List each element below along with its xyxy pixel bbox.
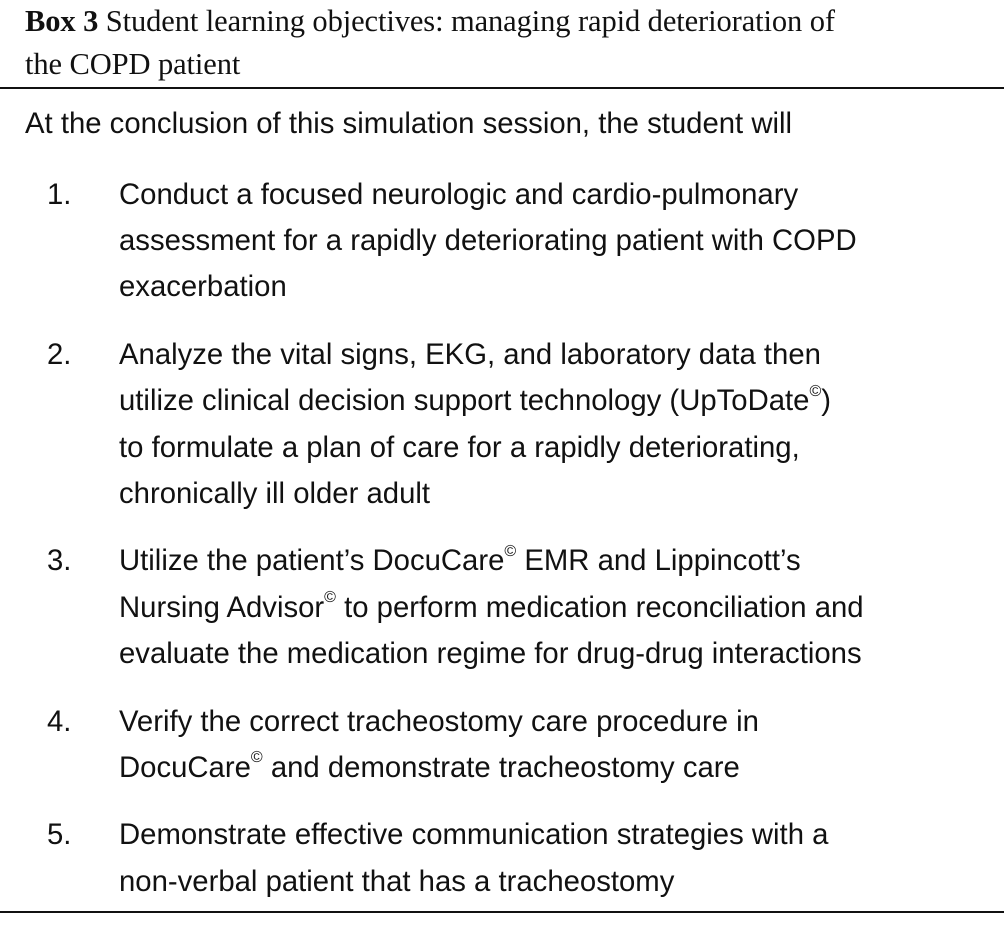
objective-line: assessment for a rapidly deteriorating patient with COPD [119,224,857,258]
objective-line: exacerbation [119,270,287,304]
objectives-list [0,172,1001,926]
objective-line: non-verbal patient that has a tracheostomy [119,864,675,898]
objective-text [119,812,1001,904]
objective-line-part: Nursing Advisor [119,590,325,624]
caption-line-1 [25,0,1000,43]
objective-item-1 [0,172,1001,311]
objective-line: Demonstrate effective communication strategies with a [119,818,829,852]
objective-item-3 [0,538,1001,677]
objective-text [119,538,1001,677]
objective-line-part: ) [821,384,832,418]
objective-line-part: and demonstrate tracheostomy care [262,750,740,784]
objective-line: Verify the correct tracheostomy care procedure in [119,704,759,738]
objective-number: 4. [47,704,72,738]
box-title-part-1: Student learning objectives: managing rapid deterioration of [98,4,835,38]
objective-line [119,538,1001,584]
copyright-symbol: © [324,588,336,606]
objective-line-part: DocuCare [119,750,251,784]
objective-line [119,745,1001,791]
objective-line: to formulate a plan of care for a rapidly deteriorating, [119,430,800,464]
objective-text [119,699,1001,791]
copyright-symbol: © [504,542,517,560]
bottom-rule [0,911,1004,913]
objective-line-part: to perform medication reconciliation and [335,590,864,624]
objective-line: evaluate the medication regime for drug-drug interactions [119,636,862,670]
objective-line: Analyze the vital signs, EKG, and laboratory data then [119,338,821,372]
copyright-symbol: © [809,382,822,400]
objective-line-part: utilize clinical decision support technology (UpToDate [119,384,810,418]
intro-text: At the conclusion of this simulation session, the student will [25,107,792,140]
copyright-symbol: © [250,748,263,766]
objective-line-part: EMR and Lippincott’s [516,544,801,578]
objective-text [119,172,1001,311]
objective-number: 1. [47,178,72,211]
objective-line-part: Utilize the patient’s DocuCare [119,544,505,578]
top-rule [0,87,1004,89]
objective-number: 5. [47,818,72,852]
box-title-part-2: the COPD patient [25,47,241,81]
objective-line: Conduct a focused neurologic and cardio-pulmonary [119,178,799,211]
objective-item-2 [0,332,1001,517]
box-label: Box 3 [25,4,99,38]
objective-line [119,378,1001,424]
box-caption [25,0,1000,86]
objective-line: chronically ill older adult [119,476,431,510]
objective-number: 3. [47,544,72,578]
objective-item-5 [0,812,1001,904]
objective-number: 2. [47,338,72,372]
objective-line [119,585,1001,631]
objective-item-4 [0,699,1001,791]
objective-text [119,332,1001,517]
